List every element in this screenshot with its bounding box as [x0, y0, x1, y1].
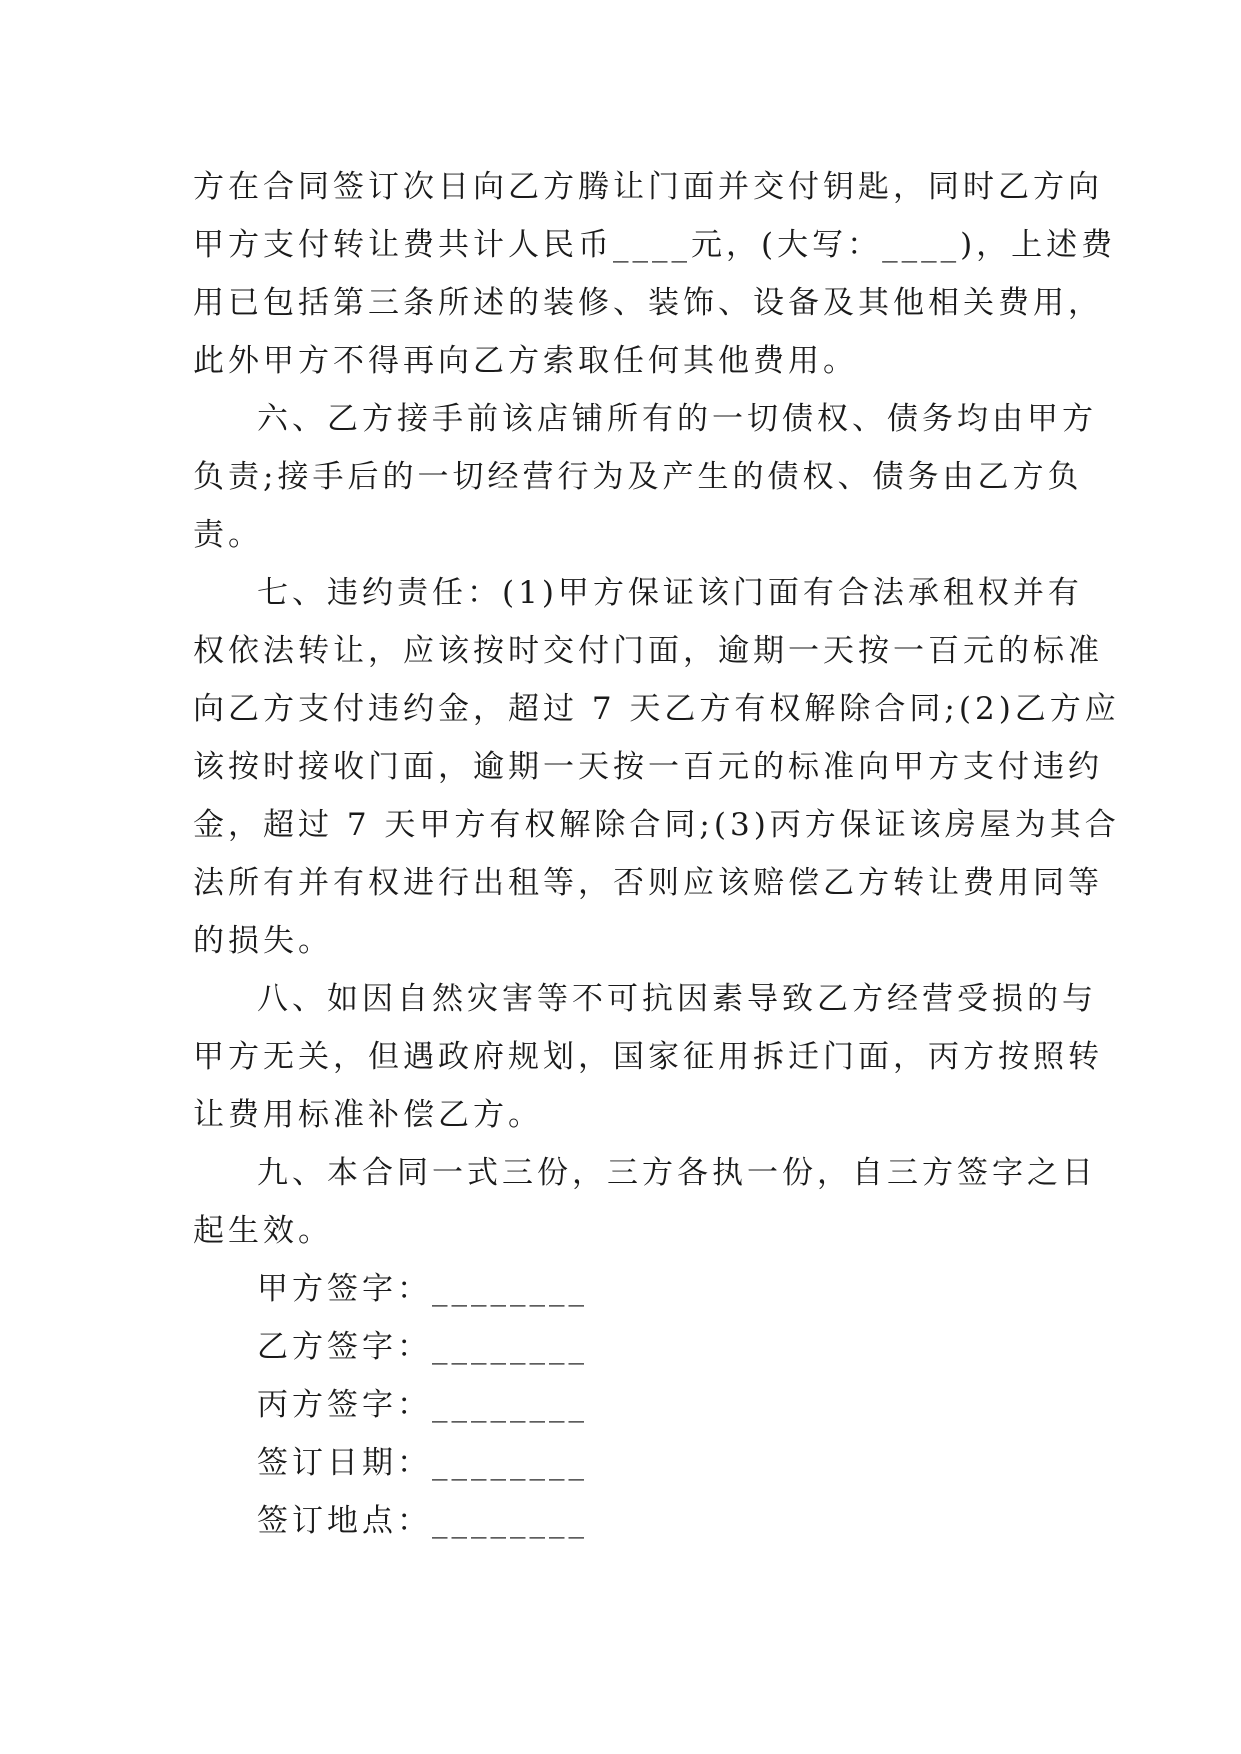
text-line: 甲方无关，但遇政府规划，国家征用拆迁门面，丙方按照转 [193, 1039, 1103, 1075]
paragraph-9 [193, 1144, 1097, 1260]
paragraph-7 [193, 564, 1120, 970]
paragraph-6 [193, 390, 1097, 564]
text-line: 权依法转让，应该按时交付门面，逾期一天按一百元的标准 [193, 633, 1103, 669]
signature-party-c: 丙方签字：________ [257, 1387, 588, 1423]
text-line: 法所有并有权进行出租等，否则应该赔偿乙方转让费用同等 [193, 865, 1103, 901]
text-line: 金，超过 7 天甲方有权解除合同;(3)丙方保证该房屋为其合 [193, 807, 1120, 843]
paragraph-5-continued [193, 158, 1117, 390]
signing-location: 签订地点：________ [257, 1503, 588, 1539]
text-line: 甲方支付转让费共计人民币____元，(大写：____)，上述费 [193, 227, 1117, 263]
text-line: 八、如因自然灾害等不可抗因素导致乙方经营受损的与 [257, 981, 1097, 1017]
text-line: 用已包括第三条所述的装修、装饰、设备及其他相关费用， [193, 285, 1103, 321]
text-line: 的损失。 [193, 923, 333, 959]
text-line: 此外甲方不得再向乙方索取任何其他费用。 [193, 343, 858, 379]
text-line: 让费用标准补偿乙方。 [193, 1097, 543, 1133]
text-line: 起生效。 [193, 1213, 333, 1249]
text-line: 向乙方支付违约金，超过 7 天乙方有权解除合同;(2)乙方应 [193, 691, 1120, 727]
signature-party-b: 乙方签字：________ [257, 1329, 588, 1365]
text-line: 该按时接收门面，逾期一天按一百元的标准向甲方支付违约 [193, 749, 1103, 785]
signature-party-a: 甲方签字：________ [257, 1271, 588, 1307]
text-line: 六、乙方接手前该店铺所有的一切债权、债务均由甲方 [257, 401, 1097, 437]
text-line: 九、本合同一式三份，三方各执一份，自三方签字之日 [257, 1155, 1097, 1191]
signature-block [193, 1260, 1073, 1550]
text-line: 七、违约责任：(1)甲方保证该门面有合法承租权并有 [257, 575, 1083, 611]
text-line: 方在合同签订次日向乙方腾让门面并交付钥匙，同时乙方向 [193, 169, 1103, 205]
text-line: 负责;接手后的一切经营行为及产生的债权、债务由乙方负 [193, 459, 1083, 495]
paragraph-8 [193, 970, 1103, 1144]
contract-body [193, 158, 1120, 1550]
text-line: 责。 [193, 517, 263, 553]
signing-date: 签订日期：________ [257, 1445, 588, 1481]
